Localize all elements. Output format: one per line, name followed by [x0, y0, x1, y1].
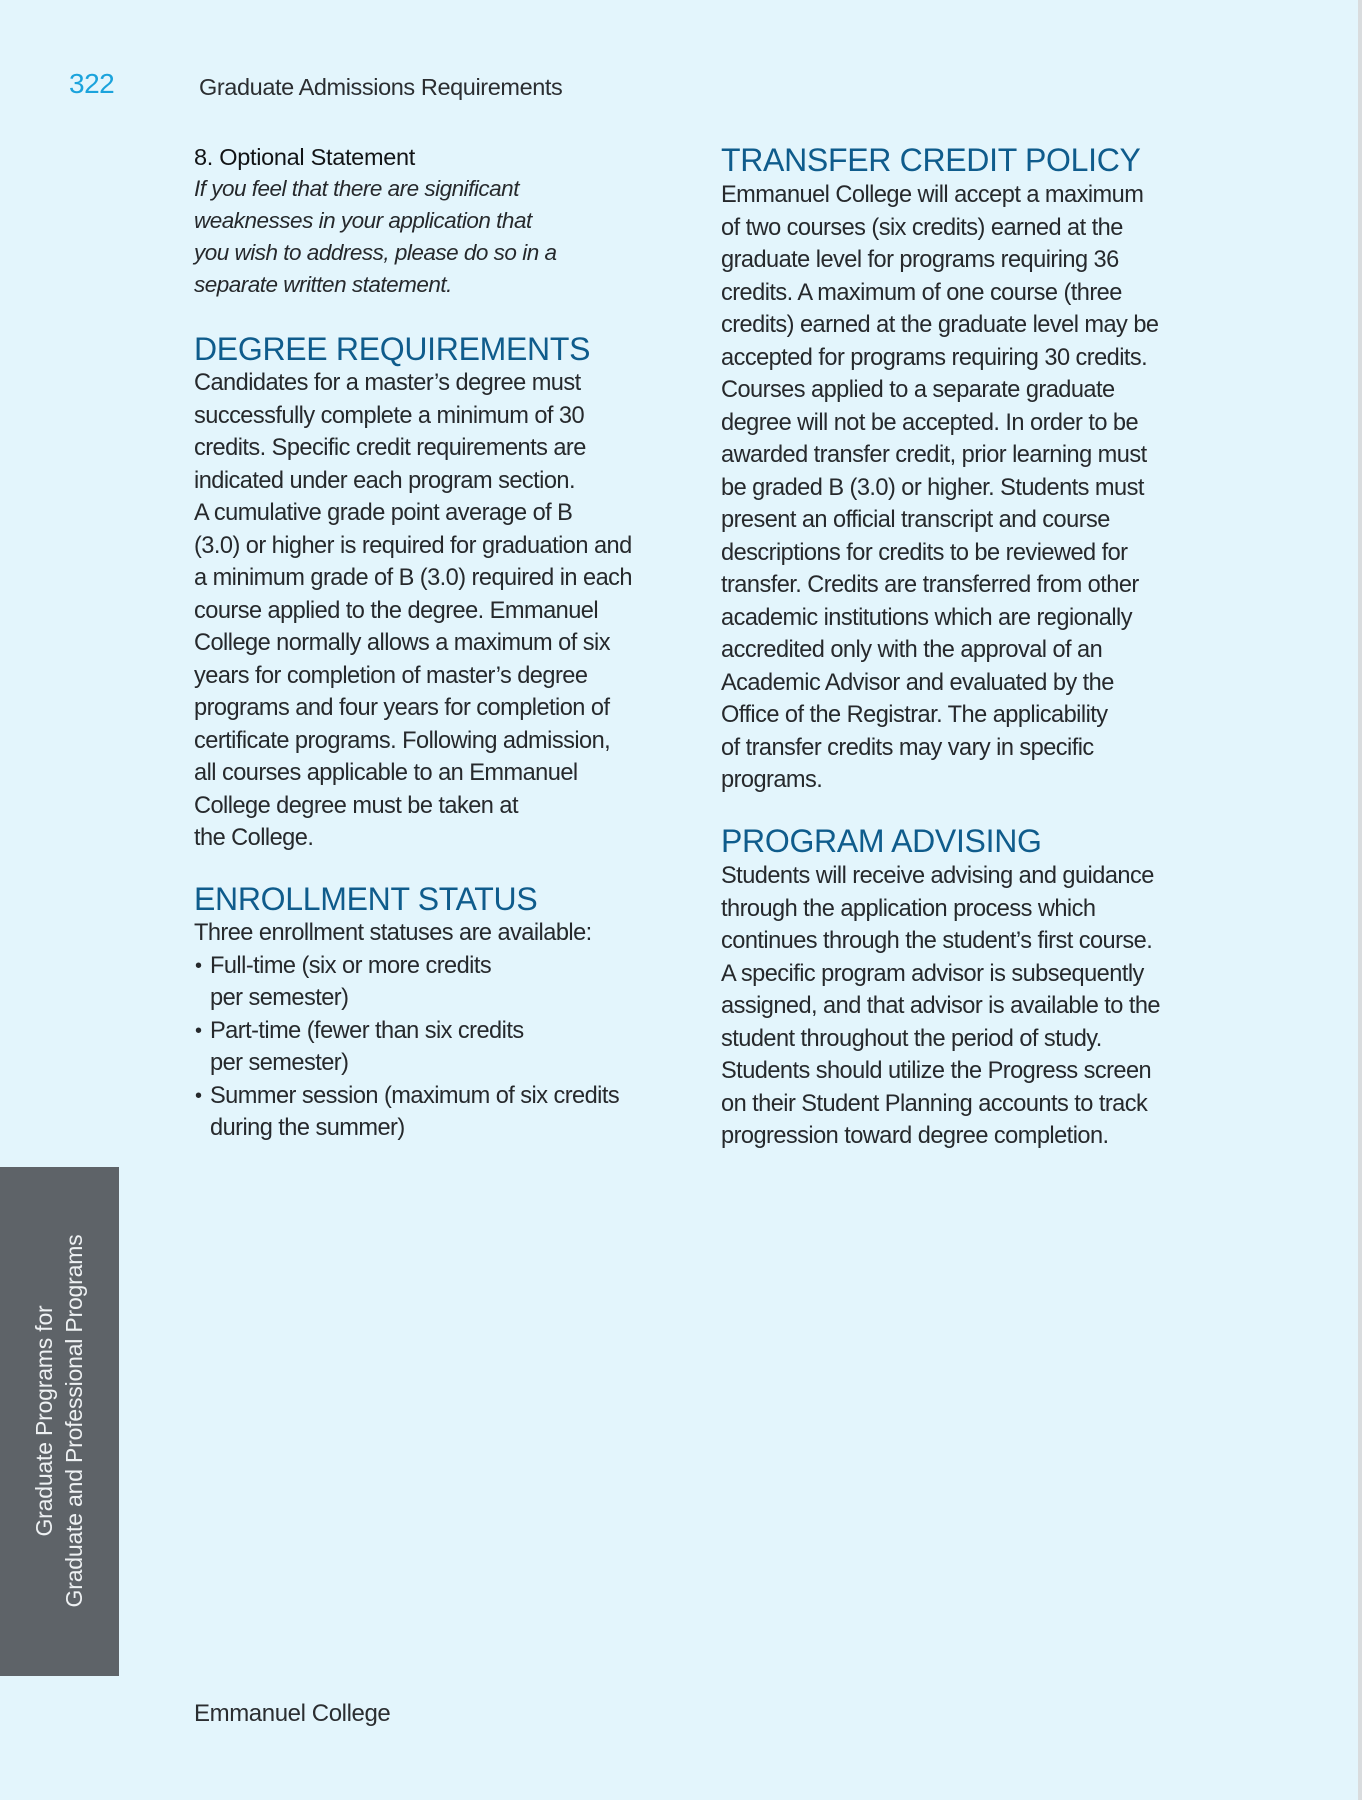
- program-advising-line: on their Student Planning accounts to track: [721, 1090, 1148, 1117]
- enrollment-status-item-text: Summer session (maximum of six credits: [210, 1082, 620, 1109]
- program-advising-line: progression toward degree completion.: [721, 1123, 1109, 1149]
- transfer-credit-policy-line: descriptions for credits to be reviewed for: [721, 539, 1128, 566]
- transfer-credit-policy-line: Courses applied to a separate graduate: [721, 377, 1115, 403]
- page-edge: [1358, 0, 1362, 1800]
- enrollment-status-item-continued: per semester): [210, 985, 349, 1011]
- degree-requirements-heading: DEGREE REQUIREMENTS: [194, 331, 591, 367]
- transfer-credit-policy-line: academic institutions which are regionally: [721, 604, 1132, 631]
- bullet-icon: •: [195, 1084, 202, 1107]
- degree-requirements-line: programs and four years for completion of: [194, 695, 610, 721]
- bullet-icon: •: [195, 1019, 202, 1042]
- side-tab-label: [29, 1235, 89, 1608]
- footer-college-name: Emmanuel College: [194, 1700, 391, 1727]
- program-advising-line: Students should utilize the Progress screen: [721, 1058, 1152, 1084]
- transfer-credit-policy-line: degree will not be accepted. In order to be: [721, 409, 1139, 436]
- degree-requirements-line: A cumulative grade point average of B: [194, 500, 573, 526]
- transfer-credit-policy-line: Office of the Registrar. The applicability: [721, 702, 1108, 728]
- degree-requirements-line: Candidates for a master’s degree must: [194, 370, 581, 396]
- program-advising-line: Students will receive advising and guidance: [721, 863, 1154, 889]
- degree-requirements-line: a minimum grade of B (3.0) required in each: [194, 565, 632, 591]
- transfer-credit-policy-line: of transfer credits may vary in specific: [721, 734, 1094, 761]
- program-advising-line: A specific program advisor is subsequently: [721, 960, 1144, 987]
- enrollment-status-intro: Three enrollment statuses are available:: [194, 920, 592, 946]
- transfer-credit-policy-line: be graded B (3.0) or higher. Students must: [721, 474, 1144, 501]
- optional-statement-line: weaknesses in your application that: [194, 208, 532, 233]
- transfer-credit-policy-line: present an official transcript and course: [721, 507, 1110, 533]
- transfer-credit-policy-heading: TRANSFER CREDIT POLICY: [721, 142, 1141, 178]
- transfer-credit-policy-line: Academic Advisor and evaluated by the: [721, 669, 1114, 696]
- degree-requirements-line: credits. Specific credit requirements are: [194, 435, 586, 461]
- degree-requirements-line: course applied to the degree. Emmanuel: [194, 597, 599, 624]
- optional-statement-title: 8. Optional Statement: [194, 144, 416, 170]
- program-advising-line: continues through the student’s first course.: [721, 928, 1153, 954]
- enrollment-status-item-continued: per semester): [210, 1050, 349, 1076]
- enrollment-status-heading: ENROLLMENT STATUS: [194, 881, 538, 917]
- enrollment-status-item-continued: during the summer): [210, 1115, 405, 1141]
- enrollment-status-item: [194, 1081, 619, 1111]
- section-side-tab: [0, 1167, 119, 1676]
- degree-requirements-line: (3.0) or higher is required for graduation and: [194, 532, 632, 559]
- degree-requirements-line: successfully complete a minimum of 30: [194, 402, 585, 429]
- optional-statement-line: If you feel that there are significant: [194, 176, 519, 201]
- transfer-credit-policy-line: accepted for programs requiring 30 credits.: [721, 344, 1148, 371]
- degree-requirements-line: College normally allows a maximum of six: [194, 630, 610, 656]
- running-head: Graduate Admissions Requirements: [199, 74, 563, 100]
- program-advising-line: through the application process which: [721, 895, 1096, 922]
- program-advising-heading: PROGRAM ADVISING: [721, 823, 1042, 859]
- transfer-credit-policy-line: graduate level for programs requiring 36: [721, 247, 1119, 273]
- transfer-credit-policy-line: programs.: [721, 767, 823, 793]
- degree-requirements-line: College degree must be taken at: [194, 792, 518, 819]
- enrollment-status-item: [194, 951, 491, 981]
- page-number: 322: [69, 68, 115, 99]
- program-advising-line: assigned, and that advisor is available to the: [721, 993, 1161, 1019]
- transfer-credit-policy-line: credits. A maximum of one course (three: [721, 279, 1122, 306]
- transfer-credit-policy-line: of two courses (six credits) earned at the: [721, 214, 1123, 241]
- degree-requirements-line: certificate programs. Following admission,: [194, 727, 611, 754]
- degree-requirements-line: all courses applicable to an Emmanuel: [194, 760, 578, 786]
- degree-requirements-line: the College.: [194, 825, 314, 851]
- side-tab-line-2: Graduate and Professional Programs: [61, 1234, 87, 1608]
- degree-requirements-line: indicated under each program section.: [194, 467, 575, 494]
- enrollment-status-item: [194, 1016, 524, 1046]
- transfer-credit-policy-line: transfer. Credits are transferred from other: [721, 572, 1139, 598]
- program-advising-line: student throughout the period of study.: [721, 1025, 1102, 1052]
- transfer-credit-policy-line: awarded transfer credit, prior learning must: [721, 442, 1147, 468]
- optional-statement-line: you wish to address, please do so in a: [194, 240, 557, 265]
- enrollment-status-item-text: Full-time (six or more credits: [210, 952, 492, 979]
- enrollment-status-item-text: Part-time (fewer than six credits: [210, 1017, 524, 1044]
- optional-statement-line: separate written statement.: [194, 272, 452, 297]
- transfer-credit-policy-line: accredited only with the approval of an: [721, 637, 1103, 663]
- transfer-credit-policy-line: Emmanuel College will accept a maximum: [721, 182, 1144, 208]
- transfer-credit-policy-line: credits) earned at the graduate level may be: [721, 312, 1159, 338]
- side-tab-line-1: Graduate Programs for: [31, 1305, 57, 1537]
- bullet-icon: •: [195, 954, 202, 977]
- degree-requirements-line: years for completion of master’s degree: [194, 662, 588, 689]
